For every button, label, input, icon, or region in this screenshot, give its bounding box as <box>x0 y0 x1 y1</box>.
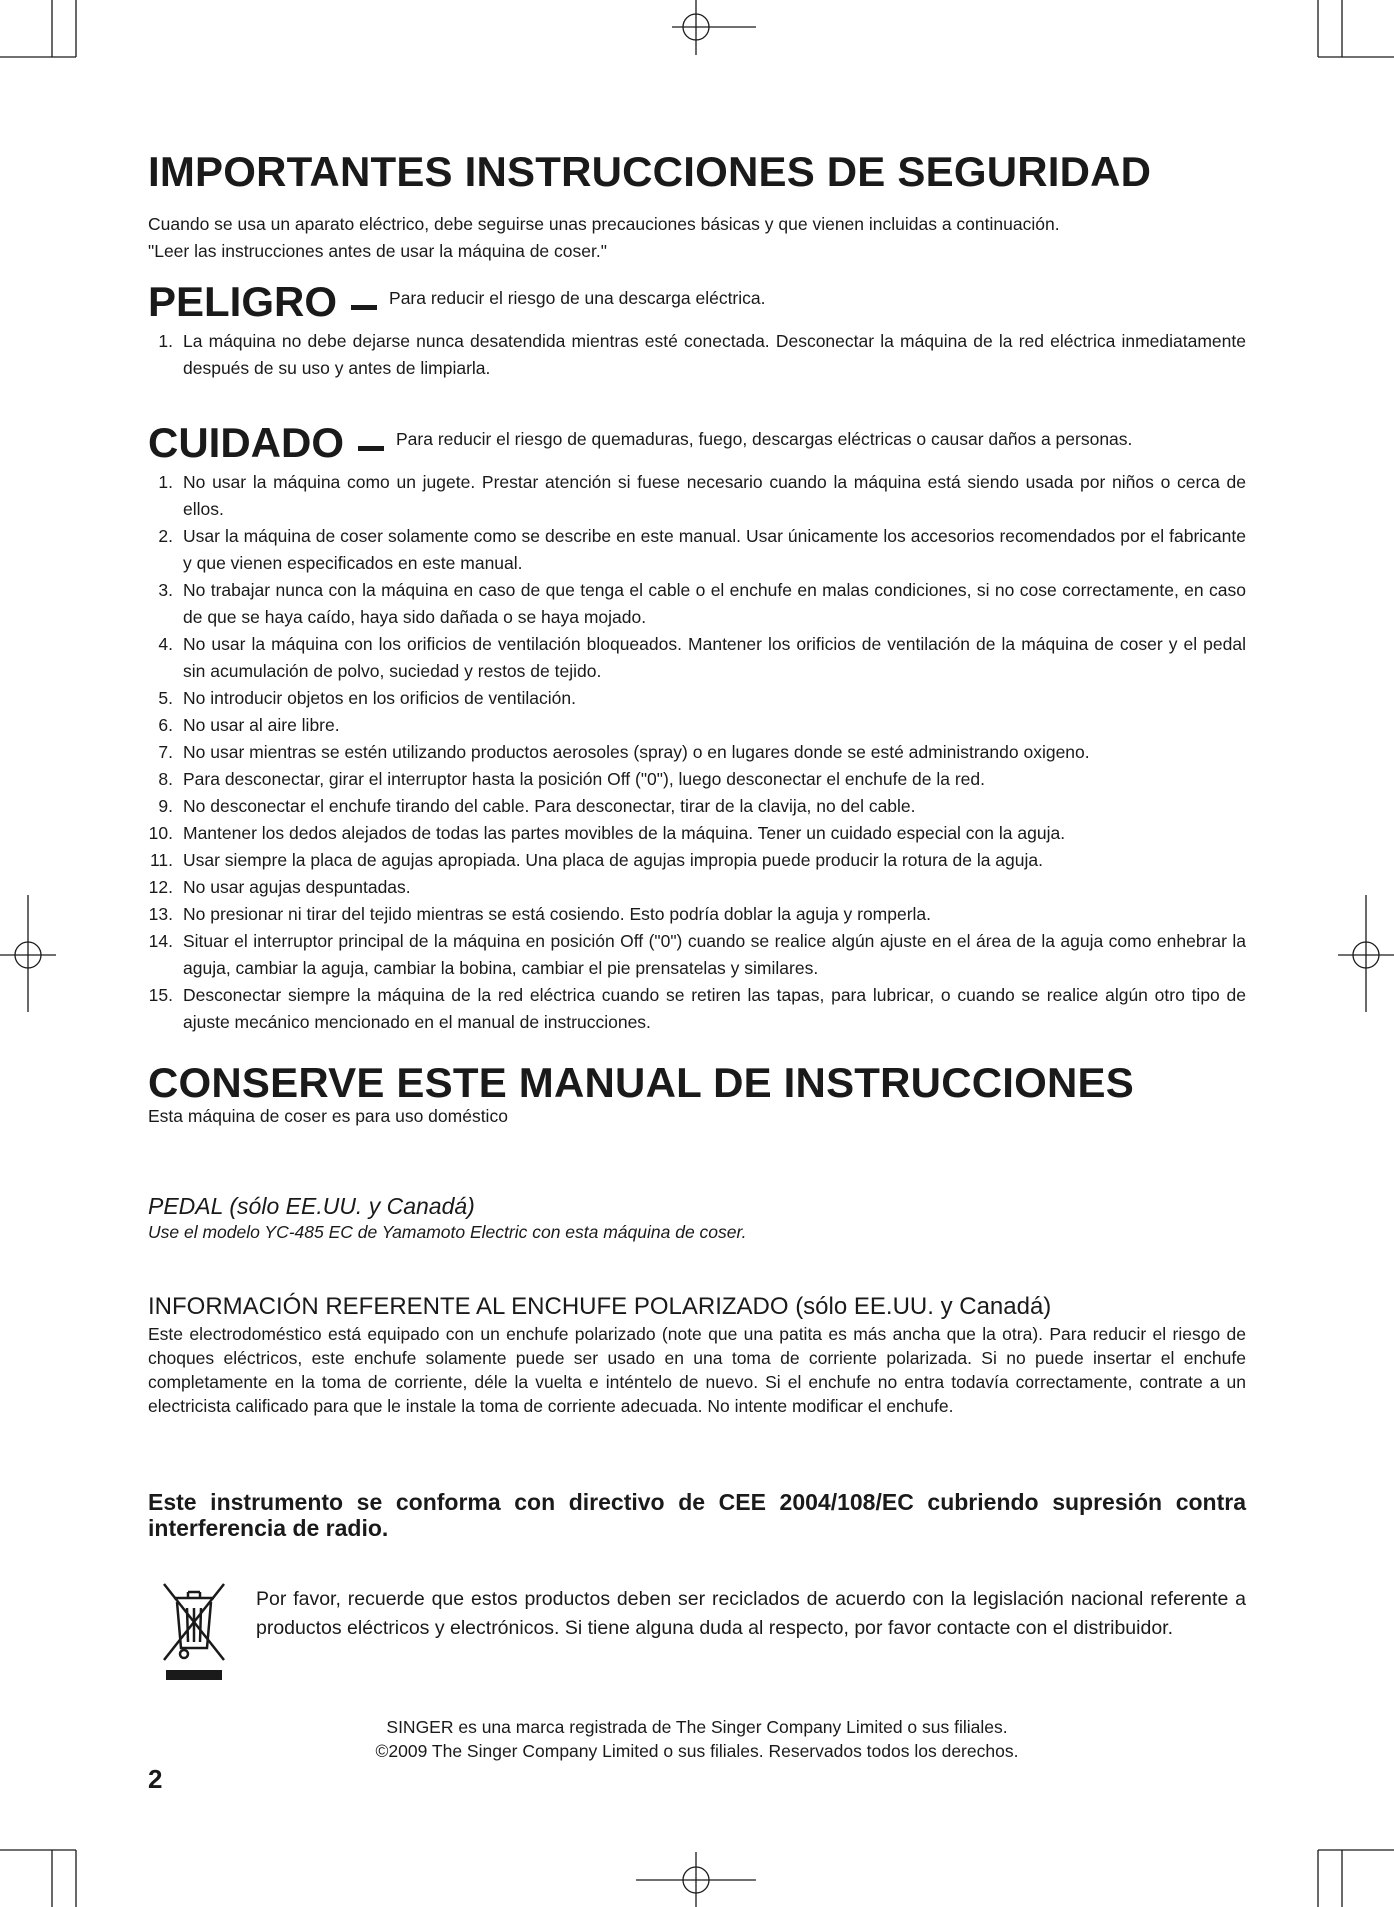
page-number: 2 <box>148 1764 163 1794</box>
peligro-title: PELIGRO <box>148 278 338 325</box>
list-item: 12. No usar agujas despuntadas. <box>148 877 411 897</box>
list-item: 9. No desconectar el enchufe tirando del cable. Para desconectar, tirar de la clavija, no del cable. <box>158 796 916 816</box>
page-title: IMPORTANTES INSTRUCCIONES DE SEGURIDAD <box>148 148 1152 195</box>
cee-statement: Este instrumento se conforma con directivo de CEE 2004/108/EC cubriendo supresión contra interferencia de radio. <box>148 1489 1246 1541</box>
cuidado-title: CUIDADO <box>148 419 344 466</box>
pedal-text: Use el modelo YC-485 EC de Yamamoto Electric con esta máquina de coser. <box>148 1222 747 1242</box>
peligro-note: Para reducir el riesgo de una descarga eléctrica. <box>389 288 766 308</box>
list-item: 8. Para desconectar, girar el interruptor hasta la posición Off ("0"), luego desconectar el enchufe de la red. <box>158 769 986 789</box>
list-item: 13. No presionar ni tirar del tejido mientras se está cosiendo. Esto podría doblar la aguja y romperla. <box>148 904 932 924</box>
list-item: 3. No trabajar nunca con la máquina en caso de que tenga el cable o el enchufe en malas condiciones, si no cose correctamente, en caso de que se haya caído, haya sido dañada o se haya mojado. <box>158 580 1246 627</box>
intro-line-2: "Leer las instrucciones antes de usar la máquina de coser." <box>148 241 607 261</box>
conserve-heading: CONSERVE ESTE MANUAL DE INSTRUCCIONES <box>148 1059 1134 1106</box>
copyright-line: ©2009 The Singer Company Limited o sus filiales. Reservados todos los derechos. <box>375 1741 1019 1761</box>
list-item: 2. Usar la máquina de coser solamente como se describe en este manual. Usar únicamente los accesorios recomendados por el fabricante y que vienen especificados en este manual. <box>158 526 1246 573</box>
crossed-out-wheelie-bin-icon <box>160 1582 228 1684</box>
recycle-notice: Por favor, recuerde que estos productos deben ser reciclados de acuerdo con la legislación nacional referente a productos eléctricos y electrónicos. Si tiene alguna duda al respecto, por favor contacte con el distribuidor. <box>256 1588 1246 1639</box>
dash-divider <box>351 305 377 310</box>
list-item: 14. Situar el interruptor principal de la máquina en posición Off ("0") cuando se realice algún ajuste en el área de la aguja como enhebrar la aguja, cambiar la aguja, cambiar la bobina, cambiar el pie prensatelas y similares. <box>148 931 1246 978</box>
list-item: 1. La máquina no debe dejarse nunca desatendida mientras esté conectada. Desconectar la máquina de la red eléctrica inmediatamente después de su uso y antes de limpiarla. <box>158 331 1246 378</box>
conserve-subtitle: Esta máquina de coser es para uso doméstico <box>148 1106 508 1126</box>
list-item: 1. No usar la máquina como un jugete. Prestar atención si fuese necesario cuando la máquina está siendo usada por niños o cerca de ellos. <box>158 472 1246 519</box>
dash-divider <box>358 446 384 451</box>
peligro-heading <box>148 278 766 326</box>
trademark-line: SINGER es una marca registrada de The Singer Company Limited o sus filiales. <box>386 1717 1008 1737</box>
pedal-heading: PEDAL (sólo EE.UU. y Canadá) <box>148 1193 475 1219</box>
list-item: 5. No introducir objetos en los orificios de ventilación. <box>158 688 576 708</box>
cuidado-heading <box>148 419 1132 467</box>
list-item: 6. No usar al aire libre. <box>158 715 340 735</box>
list-item: 11. Usar siempre la placa de agujas apropiada. Una placa de agujas impropia puede producir la rotura de la aguja. <box>149 850 1043 870</box>
cuidado-list <box>148 469 1246 1036</box>
enchufe-heading: INFORMACIÓN REFERENTE AL ENCHUFE POLARIZADO (sólo EE.UU. y Canadá) <box>148 1293 1052 1320</box>
enchufe-text: Este electrodoméstico está equipado con un enchufe polarizado (note que una patita es más ancha que la otra). Para reducir el riesgo de choques eléctricos, este enchufe solamente puede ser usado en una toma de corriente polarizada. Si no puede insertar el enchufe completamente en la toma de corriente, déle la vuelta e inténtelo de nuevo. Si el enchufe no entra todavía correctamente, contrate a un electricista calificado para que le instale la toma de corriente adecuada. No intente modificar el enchufe. <box>148 1324 1246 1416</box>
footer <box>148 1715 1246 1763</box>
list-item: 15. Desconectar siempre la máquina de la red eléctrica cuando se retiren las tapas, para lubricar, o cuando se realice algún otro tipo de ajuste mecánico mencionado en el manual de instrucciones. <box>148 985 1246 1032</box>
list-item: 7. No usar mientras se estén utilizando productos aerosoles (spray) o en lugares donde se esté administrando oxigeno. <box>158 742 1090 762</box>
list-item: 10. Mantener los dedos alejados de todas las partes movibles de la máquina. Tener un cuidado especial con la aguja. <box>148 823 1066 843</box>
cuidado-note: Para reducir el riesgo de quemaduras, fuego, descargas eléctricas o causar daños a personas. <box>396 429 1133 449</box>
intro-line-1: Cuando se usa un aparato eléctrico, debe seguirse unas precauciones básicas y que vienen incluidas a continuación. <box>148 214 1060 234</box>
list-item: 4. No usar la máquina con los orificios de ventilación bloqueados. Mantener los orificios de ventilación de la máquina de coser y el pedal sin acumulación de polvo, suciedad y restos de tejido. <box>158 634 1246 681</box>
peligro-list <box>148 328 1246 382</box>
